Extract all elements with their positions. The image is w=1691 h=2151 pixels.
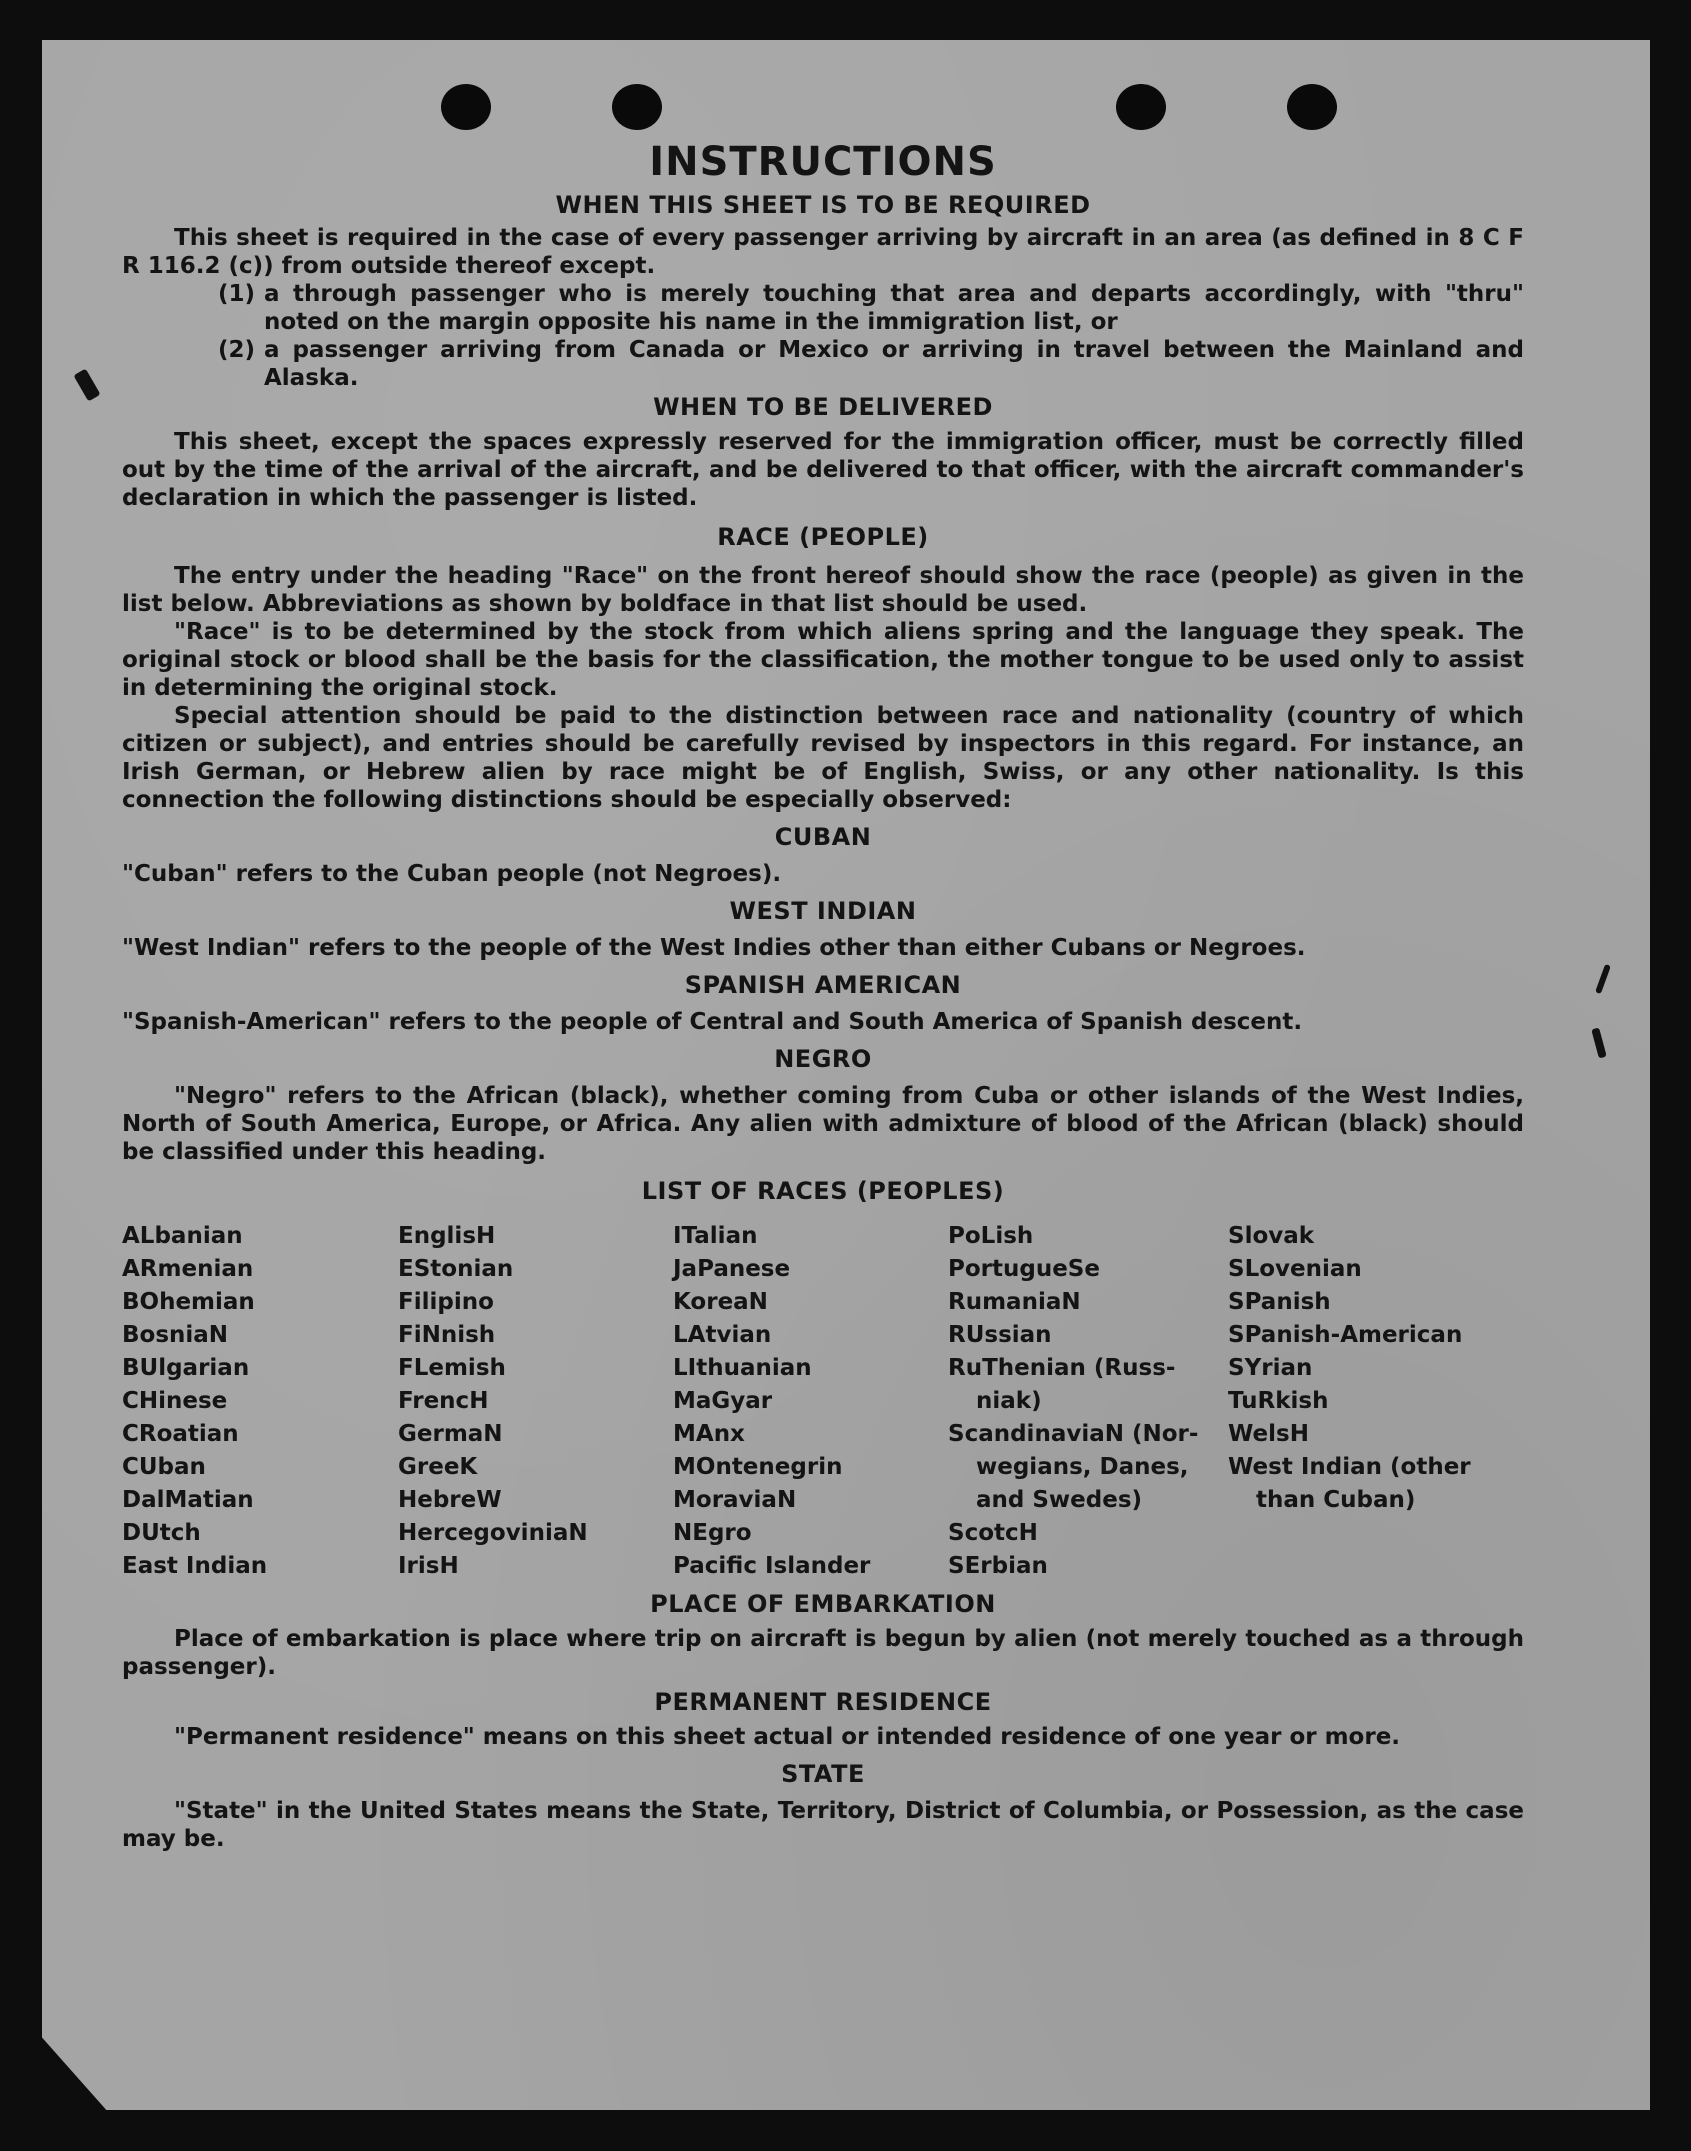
races-list xyxy=(122,1220,1524,1583)
exception-text: a passenger arriving from Canada or Mexico or arriving in travel between the Mainland and Alaska. xyxy=(264,337,1524,391)
race-entry: CHinese xyxy=(122,1388,228,1414)
race-entry: West Indian (other xyxy=(1228,1454,1471,1480)
race-entry: BosniaN xyxy=(122,1322,229,1348)
pen-mark xyxy=(1591,1027,1606,1058)
state-text: "State" in the United States means the State, Territory, District of Columbia, or Possession, as the case may be. xyxy=(122,1798,1524,1852)
race-entry: GermaN xyxy=(398,1421,503,1447)
race-entry-continued: niak) xyxy=(976,1388,1042,1414)
race-paragraph: "Race" is to be determined by the stock from which aliens spring and the language they speak. The original stock or blood shall be the basis for the classification, the mother tongue to be used only to assist in determining the original stock. xyxy=(122,619,1524,701)
race-entry: LIthuanian xyxy=(673,1355,812,1381)
races-column xyxy=(398,1220,673,1583)
race-entry: GreeK xyxy=(398,1454,478,1480)
race-entry: HercegoviniaN xyxy=(398,1520,588,1546)
race-entry: RumaniaN xyxy=(948,1289,1081,1315)
race-entry: HebreW xyxy=(398,1487,502,1513)
race-entry: East Indian xyxy=(122,1553,268,1579)
race-entry: PoLish xyxy=(948,1223,1034,1249)
race-entry: MAnx xyxy=(673,1421,745,1447)
exception-number: (1) xyxy=(218,281,256,307)
instructions-content xyxy=(122,138,1524,1853)
pen-mark xyxy=(1595,964,1611,994)
section-heading-required: WHEN THIS SHEET IS TO BE REQUIRED xyxy=(555,191,1091,219)
race-entry: BOhemian xyxy=(122,1289,255,1315)
race-entry: IrisH xyxy=(398,1553,459,1579)
section-heading-race: RACE (PEOPLE) xyxy=(717,523,929,551)
page-title: INSTRUCTIONS xyxy=(649,139,997,185)
race-entry: PortugueSe xyxy=(948,1256,1100,1282)
section-heading-spanish-american: SPANISH AMERICAN xyxy=(684,971,962,999)
section-heading-negro: NEGRO xyxy=(774,1045,872,1073)
races-column xyxy=(948,1220,1228,1583)
race-entry: ScandinaviaN (Nor- xyxy=(948,1421,1199,1447)
exception-item xyxy=(122,336,1524,392)
race-entry: MOntenegrin xyxy=(673,1454,843,1480)
race-entry: KoreaN xyxy=(673,1289,768,1315)
section-heading-embarkation: PLACE OF EMBARKATION xyxy=(650,1590,996,1618)
race-entry: FiNnish xyxy=(398,1322,496,1348)
punch-hole xyxy=(1116,84,1166,130)
punch-hole xyxy=(1287,84,1337,130)
race-entry: MoraviaN xyxy=(673,1487,797,1513)
race-entry: LAtvian xyxy=(673,1322,772,1348)
punch-hole xyxy=(441,84,491,130)
race-entry: SErbian xyxy=(948,1553,1048,1579)
race-entry: EStonian xyxy=(398,1256,514,1282)
race-entry: Filipino xyxy=(398,1289,494,1315)
negro-text: "Negro" refers to the African (black), whether coming from Cuba or other islands of the West Indies, North of South America, Europe, or Africa. Any alien with admixture of blood of the African (black) should be classified under this heading. xyxy=(122,1083,1524,1165)
section-heading-races-list: LIST OF RACES (PEOPLES) xyxy=(641,1177,1005,1205)
races-column xyxy=(122,1220,398,1583)
exception-text: a through passenger who is merely touching that area and departs accordingly, with "thru" noted on the margin opposite his name in the immigration list, or xyxy=(264,281,1524,335)
race-entry-continued: and Swedes) xyxy=(976,1487,1143,1513)
race-entry: CUban xyxy=(122,1454,206,1480)
race-entry-continued: wegians, Danes, xyxy=(976,1454,1189,1480)
race-entry: FrencH xyxy=(398,1388,489,1414)
race-entry: RuThenian (Russ- xyxy=(948,1355,1176,1381)
section-heading-residence: PERMANENT RESIDENCE xyxy=(654,1688,992,1716)
race-entry: FLemish xyxy=(398,1355,506,1381)
race-entry: NEgro xyxy=(673,1520,752,1546)
race-entry: DalMatian xyxy=(122,1487,254,1513)
race-entry: SPanish xyxy=(1228,1289,1331,1315)
cuban-text: "Cuban" refers to the Cuban people (not Negroes). xyxy=(122,861,782,887)
exception-item xyxy=(122,280,1524,336)
race-entry: BUlgarian xyxy=(122,1355,250,1381)
race-entry: Slovak xyxy=(1228,1223,1315,1249)
race-entry: JaPanese xyxy=(673,1256,791,1282)
race-entry: DUtch xyxy=(122,1520,201,1546)
west-indian-text: "West Indian" refers to the people of the West Indies other than either Cubans or Negroes. xyxy=(122,935,1306,961)
pen-mark xyxy=(73,369,100,402)
race-entry: WelsH xyxy=(1228,1421,1309,1447)
embarkation-text: Place of embarkation is place where trip on aircraft is begun by alien (not merely touched as a through passenger). xyxy=(122,1626,1524,1680)
race-entry: CRoatian xyxy=(122,1421,239,1447)
race-entry: ARmenian xyxy=(122,1256,254,1282)
race-entry: EnglisH xyxy=(398,1223,496,1249)
race-entry: RUssian xyxy=(948,1322,1052,1348)
race-paragraph: Special attention should be paid to the distinction between race and nationality (country of which citizen or subject), and entries should be carefully revised by inspectors in this regard. For instance, an Irish German, or Hebrew alien by race might be of English, Swiss, or any other nationality. Is this connection the following distinctions should be especially observed: xyxy=(122,703,1524,813)
delivered-text: This sheet, except the spaces expressly reserved for the immigration officer, must be correctly filled out by the time of the arrival of the aircraft, and be delivered to that officer, with the aircraft commander's declaration in which the passenger is listed. xyxy=(122,429,1524,511)
race-entry: ITalian xyxy=(673,1223,758,1249)
races-column xyxy=(673,1220,948,1583)
section-heading-cuban: CUBAN xyxy=(774,823,872,851)
race-entry: SYrian xyxy=(1228,1355,1313,1381)
residence-text: "Permanent residence" means on this sheet actual or intended residence of one year or more. xyxy=(174,1724,1401,1750)
race-entry: SPanish-American xyxy=(1228,1322,1463,1348)
punch-hole xyxy=(612,84,662,130)
spanish-american-text: "Spanish-American" refers to the people of Central and South America of Spanish descent. xyxy=(122,1009,1303,1035)
race-entry: MaGyar xyxy=(673,1388,773,1414)
required-intro: This sheet is required in the case of every passenger arriving by aircraft in an area (as defined in 8 C F R 116.2 (c)) from outside thereof except. xyxy=(122,225,1524,279)
race-entry-continued: than Cuban) xyxy=(1256,1487,1416,1513)
exception-number: (2) xyxy=(218,337,256,363)
race-entry: TuRkish xyxy=(1228,1388,1329,1414)
race-entry: ScotcH xyxy=(948,1520,1038,1546)
section-heading-west-indian: WEST INDIAN xyxy=(729,897,917,925)
races-column xyxy=(1228,1220,1524,1583)
race-entry: ALbanian xyxy=(122,1223,243,1249)
section-heading-state: STATE xyxy=(781,1760,865,1788)
race-entry: Pacific Islander xyxy=(673,1553,871,1579)
race-paragraph: The entry under the heading "Race" on the front hereof should show the race (people) as given in the list below. Abbreviations as shown by boldface in that list should be used. xyxy=(122,563,1524,617)
section-heading-delivered: WHEN TO BE DELIVERED xyxy=(653,393,993,421)
race-entry: SLovenian xyxy=(1228,1256,1362,1282)
